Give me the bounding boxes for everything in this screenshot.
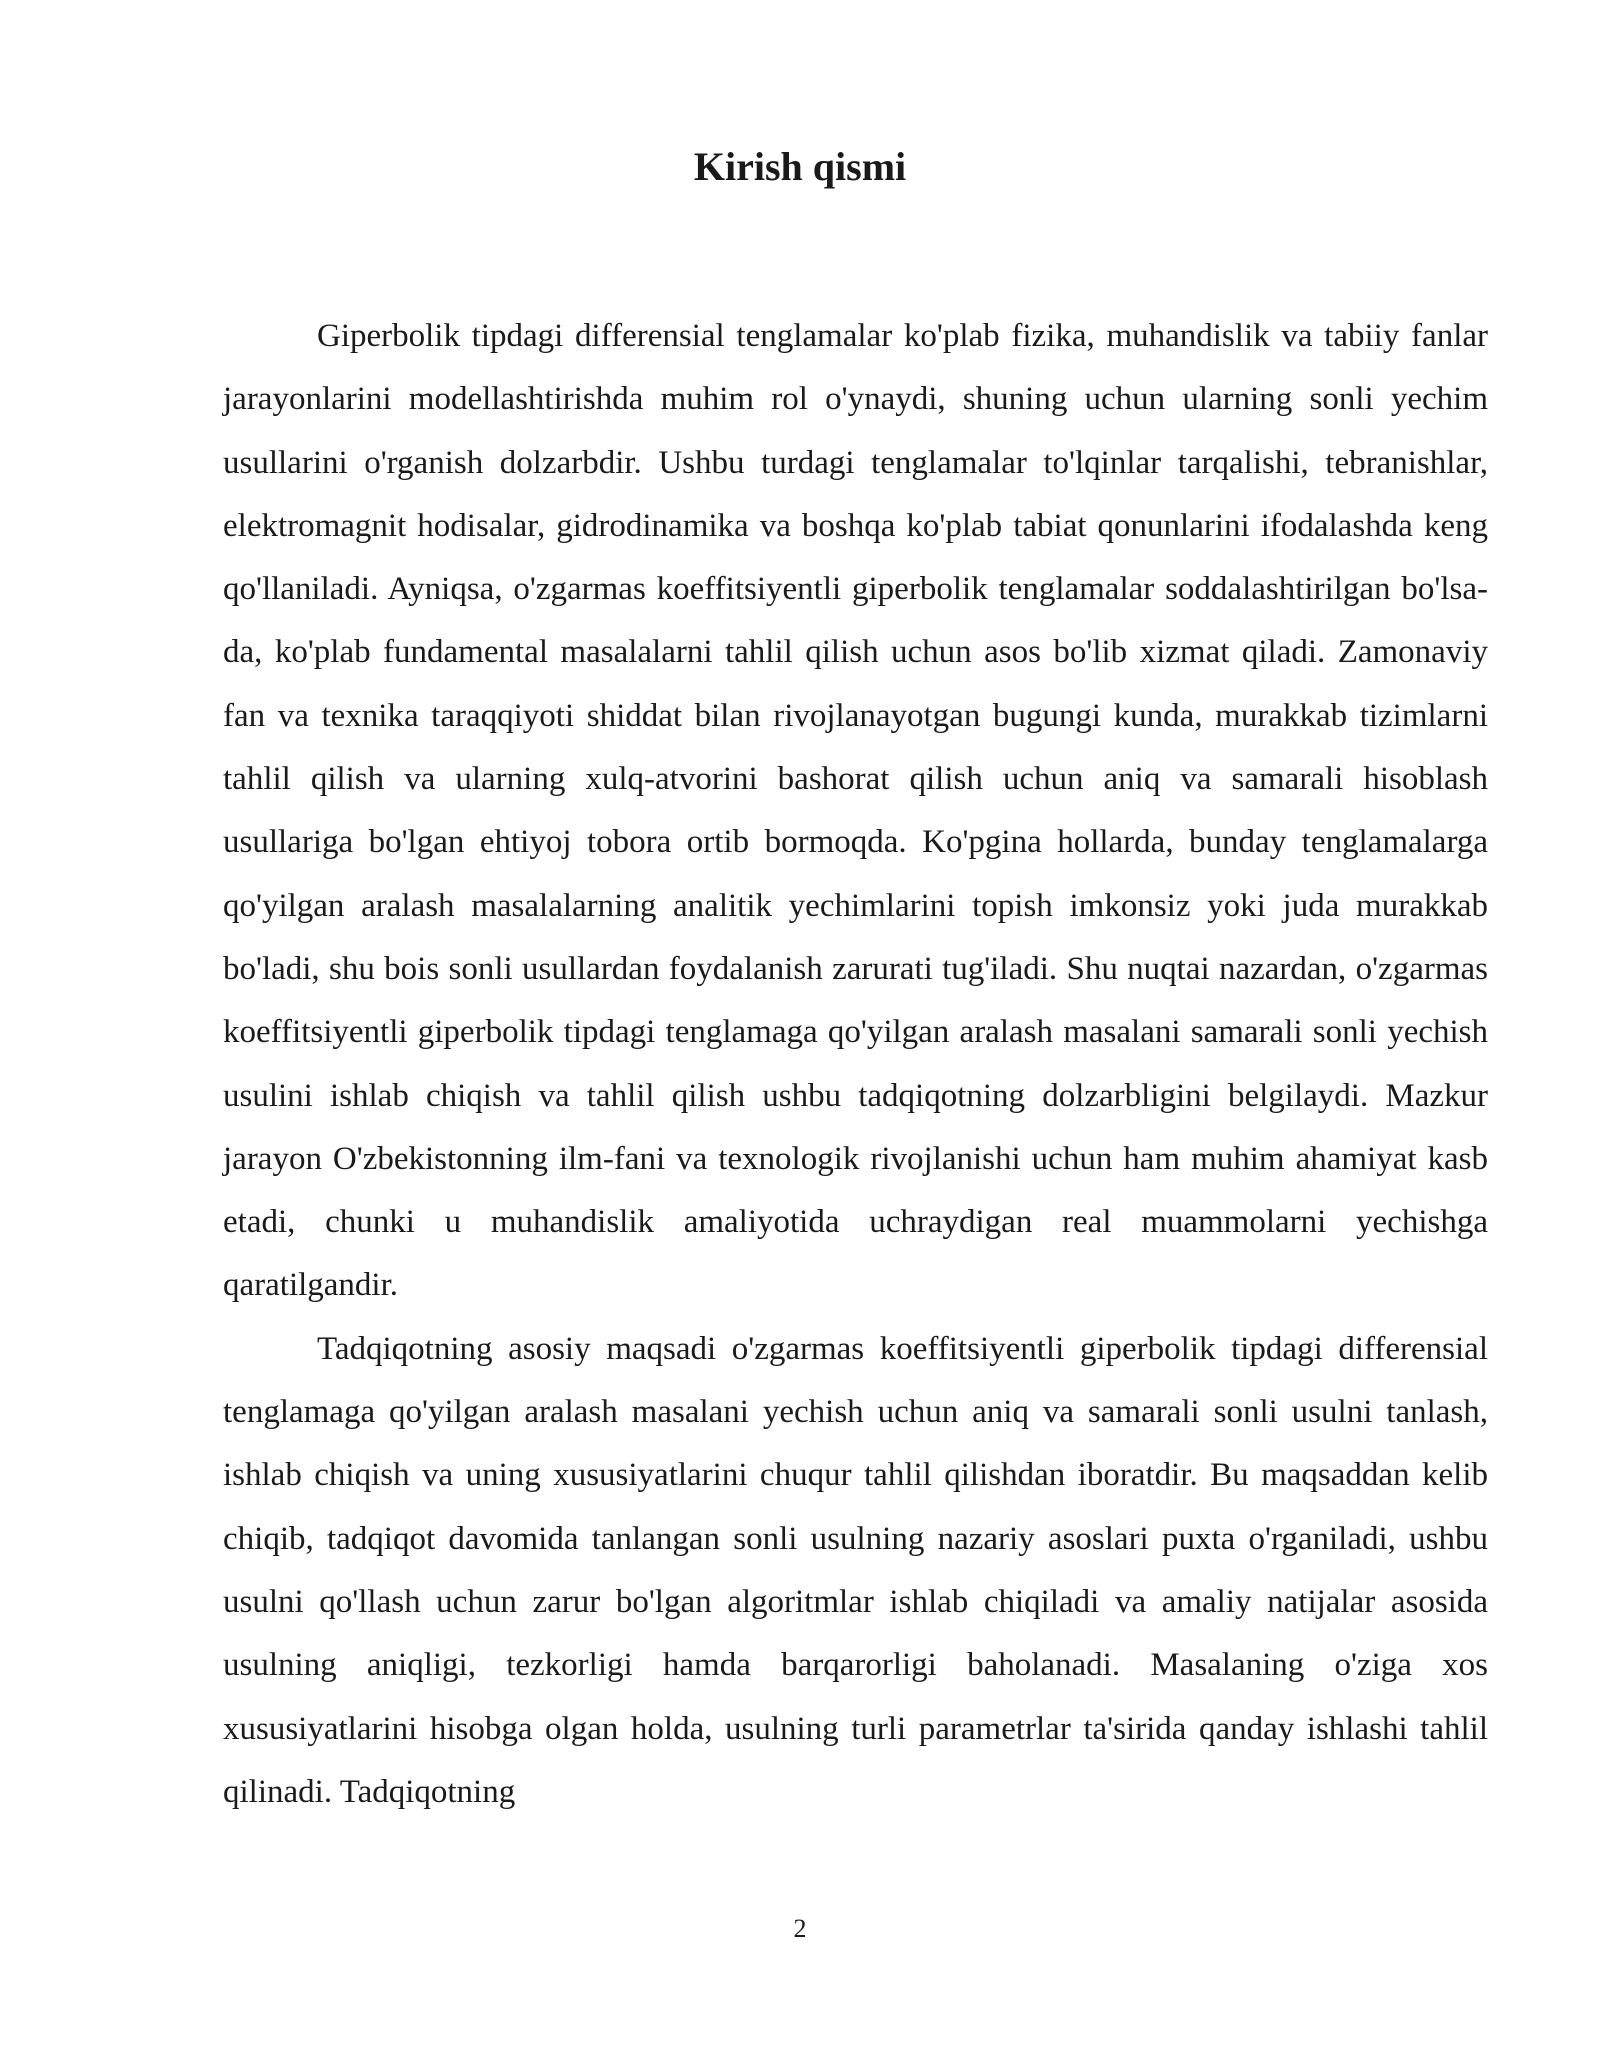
body-text xyxy=(223,305,1488,1824)
paragraph-2: Tadqiqotning asosiy maqsadi o'zgarmas koeffitsiyentli giperbolik tipdagi differensial tenglamaga qo'yilgan aralash masalani yechish uchun aniq va samarali sonli usulni tanlash, ishlab chiqish va uning xususiyatlarini chuqur tahlil qilishdan iboratdir. Bu maqsaddan kelib chiqib, tadqiqot davomida tanlangan sonli usulning nazariy asoslari puxta o'rganiladi, ushbu usulni qo'llash uchun zarur bo'lgan algoritmlar ishlab chiqiladi va amaliy natijalar asosida usulning aniqligi, tezkorligi hamda barqarorligi baholanadi. Masalaning o'ziga xos xususiyatlarini hisobga olgan holda, usulning turli parametrlar ta'sirida qanday ishlashi tahlil qilinadi. Tadqiqotning xyxy=(223,1330,1488,1810)
paragraph-1: Giperbolik tipdagi differensial tenglamalar ko'plab fizika, muhandislik va tabiiy fanlar jarayonlarini modellashtirishda muhim rol o'ynaydi, shuning uchun ularning sonli yechim usullarini o'rganish dolzarbdir. Ushbu turdagi tenglamalar to'lqinlar tarqalishi, tebranishlar, elektromagnit hodisalar, gidrodinamika va boshqa ko'plab tabiat qonunlarini ifodalashda keng qo'llaniladi. Ayniqsa, o'zgarmas koeffitsiyentli giperbolik tenglamalar soddalashtirilgan bo'lsa-da, ko'plab fundamental masalalarni tahlil qilish uchun asos bo'lib xizmat qiladi. Zamonaviy fan va texnika taraqqiyoti shiddat bilan rivojlanayotgan bugungi kunda, murakkab tizimlarni tahlil qilish va ularning xulq-atvorini bashorat qilish uchun aniq va samarali hisoblash usullariga bo'lgan ehtiyoj tobora ortib bormoqda. Ko'pgina hollarda, bunday tenglamalarga qo'yilgan aralash masalalarning analitik yechimlarini topish imkonsiz yoki juda murakkab bo'ladi, shu bois sonli usullardan foydalanish zarurati tug'iladi. Shu nuqtai nazardan, o'zgarmas koeffitsiyentli giperbolik tipdagi tenglamaga qo'yilgan aralash masalani samarali sonli yechish usulini ishlab chiqish va tahlil qilish ushbu tadqiqotning dolzarbligini belgilaydi. Mazkur jarayon O'zbekistonning ilm-fani va texnologik rivojlanishi uchun ham muhim ahamiyat kasb etadi, chunki u muhandislik amaliyotida uchraydigan real muammolarni yechishga qaratilgandir. xyxy=(223,318,1488,1304)
page-number: 2 xyxy=(793,1914,807,1943)
page-title: Kirish qismi xyxy=(693,144,907,189)
